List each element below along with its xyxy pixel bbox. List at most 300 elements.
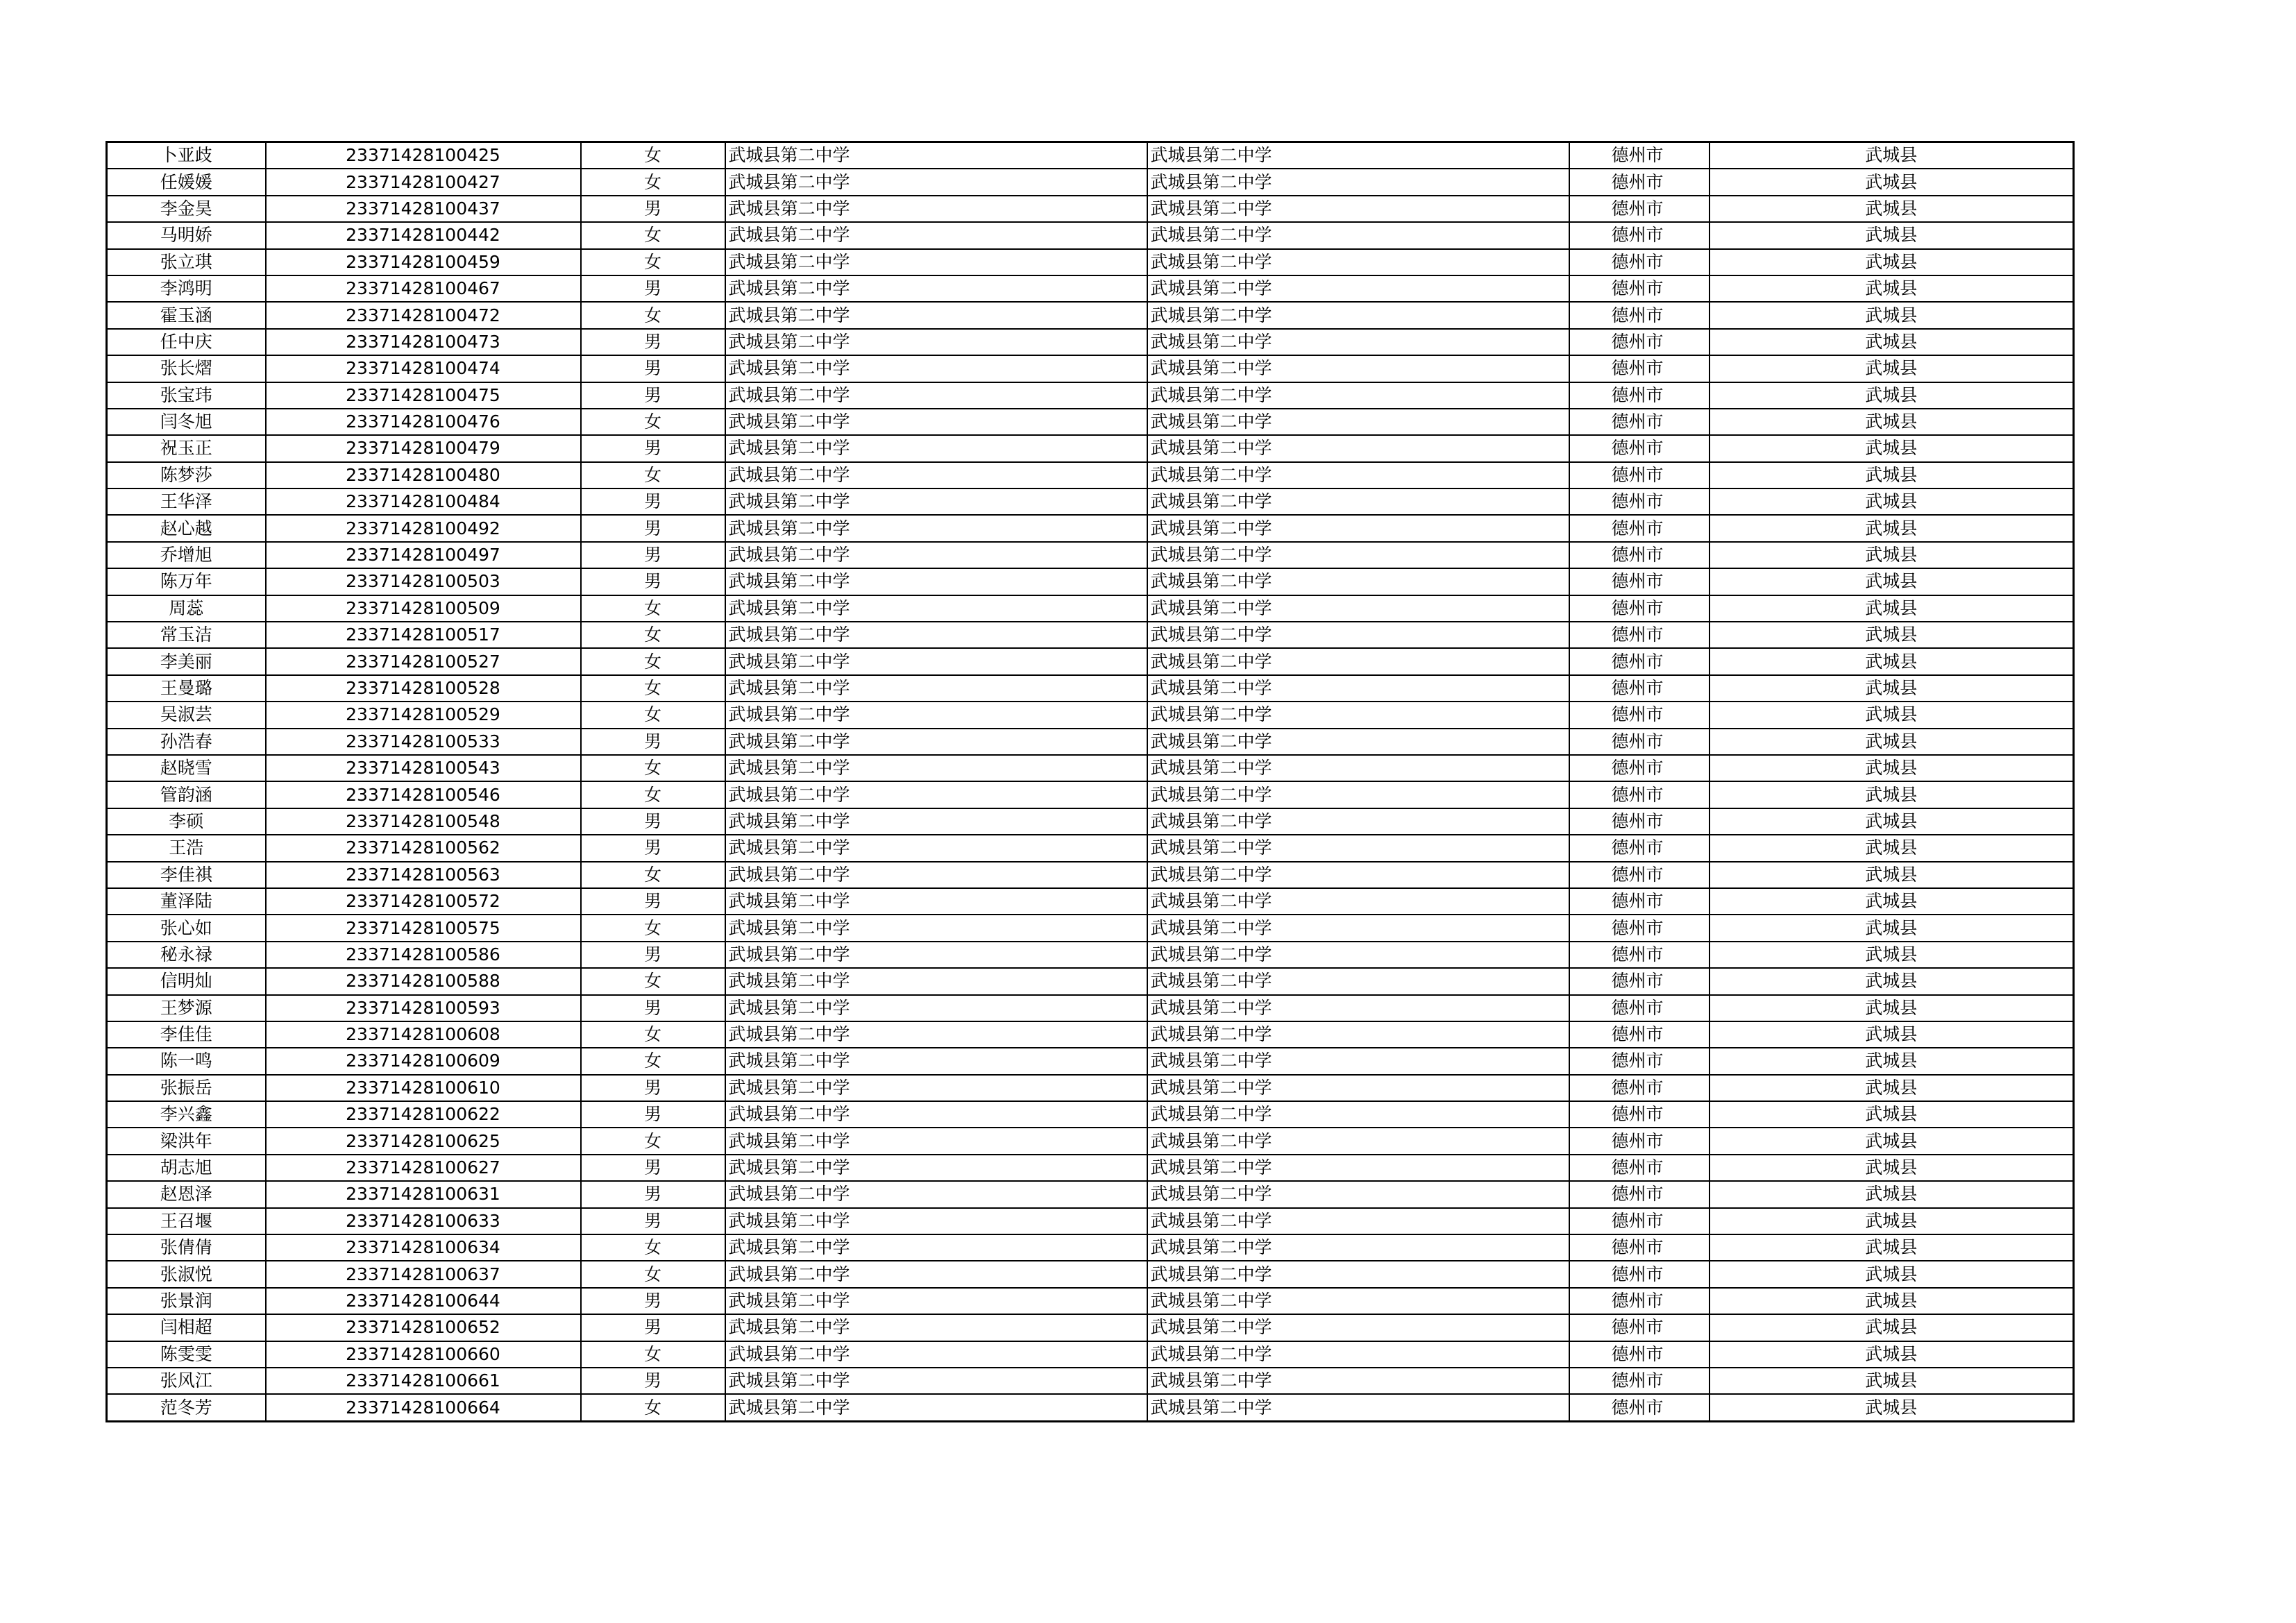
gender-cell: 男	[581, 488, 725, 515]
gender-cell: 女	[581, 1048, 725, 1074]
county-cell: 武城县	[1710, 1075, 2074, 1101]
table-row	[107, 515, 2074, 541]
county-cell: 武城县	[1710, 355, 2074, 382]
school-name-cell: 武城县第二中学	[725, 355, 1147, 382]
student-name-cell: 张立琪	[107, 249, 266, 275]
exam-number-cell: 23371428100608	[266, 1021, 581, 1048]
exam-number-cell: 23371428100660	[266, 1341, 581, 1368]
student-name-cell: 闫冬旭	[107, 409, 266, 435]
admitting-school-cell: 武城县第二中学	[1147, 435, 1569, 461]
exam-number-cell: 23371428100476	[266, 409, 581, 435]
city-cell: 德州市	[1569, 675, 1710, 702]
school-name-cell: 武城县第二中学	[725, 1368, 1147, 1394]
city-cell: 德州市	[1569, 249, 1710, 275]
exam-number-cell: 23371428100562	[266, 835, 581, 861]
exam-number-cell: 23371428100575	[266, 915, 581, 941]
student-name-cell: 梁洪年	[107, 1128, 266, 1154]
student-name-cell: 张倩倩	[107, 1234, 266, 1261]
student-table-container	[105, 141, 2073, 1422]
exam-number-cell: 23371428100442	[266, 222, 581, 248]
city-cell: 德州市	[1569, 1234, 1710, 1261]
school-name-cell: 武城县第二中学	[725, 1341, 1147, 1368]
exam-number-cell: 23371428100572	[266, 888, 581, 915]
county-cell: 武城县	[1710, 382, 2074, 409]
city-cell: 德州市	[1569, 409, 1710, 435]
table-row	[107, 329, 2074, 355]
student-name-cell: 陈雯雯	[107, 1341, 266, 1368]
exam-number-cell: 23371428100497	[266, 542, 581, 568]
city-cell: 德州市	[1569, 169, 1710, 195]
county-cell: 武城县	[1710, 648, 2074, 674]
county-cell: 武城县	[1710, 169, 2074, 195]
school-name-cell: 武城县第二中学	[725, 568, 1147, 595]
county-cell: 武城县	[1710, 1155, 2074, 1181]
gender-cell: 女	[581, 249, 725, 275]
student-name-cell: 周蕊	[107, 595, 266, 622]
table-row	[107, 1208, 2074, 1234]
exam-number-cell: 23371428100637	[266, 1261, 581, 1287]
student-name-cell: 李兴鑫	[107, 1101, 266, 1128]
school-name-cell: 武城县第二中学	[725, 942, 1147, 968]
table-row	[107, 462, 2074, 488]
exam-number-cell: 23371428100588	[266, 968, 581, 994]
gender-cell: 女	[581, 595, 725, 622]
city-cell: 德州市	[1569, 568, 1710, 595]
county-cell: 武城县	[1710, 1234, 2074, 1261]
student-name-cell: 张风江	[107, 1368, 266, 1394]
exam-number-cell: 23371428100622	[266, 1101, 581, 1128]
admitting-school-cell: 武城县第二中学	[1147, 169, 1569, 195]
table-row	[107, 835, 2074, 861]
city-cell: 德州市	[1569, 1208, 1710, 1234]
table-row	[107, 275, 2074, 302]
county-cell: 武城县	[1710, 702, 2074, 728]
table-row	[107, 968, 2074, 994]
gender-cell: 男	[581, 568, 725, 595]
county-cell: 武城县	[1710, 488, 2074, 515]
admitting-school-cell: 武城县第二中学	[1147, 568, 1569, 595]
gender-cell: 男	[581, 515, 725, 541]
county-cell: 武城县	[1710, 755, 2074, 781]
county-cell: 武城县	[1710, 915, 2074, 941]
gender-cell: 女	[581, 675, 725, 702]
exam-number-cell: 23371428100586	[266, 942, 581, 968]
table-row	[107, 702, 2074, 728]
admitting-school-cell: 武城县第二中学	[1147, 995, 1569, 1021]
admitting-school-cell: 武城县第二中学	[1147, 488, 1569, 515]
school-name-cell: 武城县第二中学	[725, 542, 1147, 568]
school-name-cell: 武城县第二中学	[725, 1208, 1147, 1234]
gender-cell: 男	[581, 1181, 725, 1207]
student-name-cell: 董泽陆	[107, 888, 266, 915]
city-cell: 德州市	[1569, 355, 1710, 382]
student-name-cell: 王曼璐	[107, 675, 266, 702]
admitting-school-cell: 武城县第二中学	[1147, 1314, 1569, 1341]
gender-cell: 女	[581, 755, 725, 781]
table-row	[107, 1128, 2074, 1154]
student-name-cell: 祝玉正	[107, 435, 266, 461]
county-cell: 武城县	[1710, 1101, 2074, 1128]
gender-cell: 女	[581, 169, 725, 195]
city-cell: 德州市	[1569, 595, 1710, 622]
school-name-cell: 武城县第二中学	[725, 675, 1147, 702]
school-name-cell: 武城县第二中学	[725, 409, 1147, 435]
school-name-cell: 武城县第二中学	[725, 968, 1147, 994]
county-cell: 武城县	[1710, 568, 2074, 595]
table-row	[107, 355, 2074, 382]
admitting-school-cell: 武城县第二中学	[1147, 355, 1569, 382]
county-cell: 武城县	[1710, 302, 2074, 328]
city-cell: 德州市	[1569, 142, 1710, 169]
gender-cell: 男	[581, 1075, 725, 1101]
admitting-school-cell: 武城县第二中学	[1147, 329, 1569, 355]
student-name-cell: 李佳佳	[107, 1021, 266, 1048]
table-row	[107, 1234, 2074, 1261]
county-cell: 武城县	[1710, 222, 2074, 248]
exam-number-cell: 23371428100634	[266, 1234, 581, 1261]
city-cell: 德州市	[1569, 1128, 1710, 1154]
exam-number-cell: 23371428100479	[266, 435, 581, 461]
gender-cell: 女	[581, 409, 725, 435]
city-cell: 德州市	[1569, 648, 1710, 674]
exam-number-cell: 23371428100492	[266, 515, 581, 541]
student-name-cell: 张淑悦	[107, 1261, 266, 1287]
student-name-cell: 常玉洁	[107, 622, 266, 648]
student-name-cell: 张振岳	[107, 1075, 266, 1101]
city-cell: 德州市	[1569, 222, 1710, 248]
admitting-school-cell: 武城县第二中学	[1147, 968, 1569, 994]
city-cell: 德州市	[1569, 995, 1710, 1021]
table-row	[107, 1021, 2074, 1048]
table-row	[107, 568, 2074, 595]
gender-cell: 男	[581, 329, 725, 355]
table-row	[107, 595, 2074, 622]
student-name-cell: 李美丽	[107, 648, 266, 674]
admitting-school-cell: 武城县第二中学	[1147, 915, 1569, 941]
student-name-cell: 李硕	[107, 808, 266, 835]
city-cell: 德州市	[1569, 1341, 1710, 1368]
gender-cell: 男	[581, 1101, 725, 1128]
exam-number-cell: 23371428100437	[266, 196, 581, 222]
city-cell: 德州市	[1569, 808, 1710, 835]
student-name-cell: 管韵涵	[107, 781, 266, 808]
table-row	[107, 1075, 2074, 1101]
city-cell: 德州市	[1569, 968, 1710, 994]
city-cell: 德州市	[1569, 488, 1710, 515]
city-cell: 德州市	[1569, 1048, 1710, 1074]
student-name-cell: 秘永禄	[107, 942, 266, 968]
admitting-school-cell: 武城县第二中学	[1147, 196, 1569, 222]
gender-cell: 男	[581, 942, 725, 968]
city-cell: 德州市	[1569, 302, 1710, 328]
school-name-cell: 武城县第二中学	[725, 1181, 1147, 1207]
table-row	[107, 1101, 2074, 1128]
gender-cell: 女	[581, 222, 725, 248]
school-name-cell: 武城县第二中学	[725, 862, 1147, 888]
student-name-cell: 王梦源	[107, 995, 266, 1021]
city-cell: 德州市	[1569, 329, 1710, 355]
admitting-school-cell: 武城县第二中学	[1147, 729, 1569, 755]
table-row	[107, 1181, 2074, 1207]
city-cell: 德州市	[1569, 622, 1710, 648]
student-name-cell: 乔增旭	[107, 542, 266, 568]
gender-cell: 男	[581, 1155, 725, 1181]
exam-number-cell: 23371428100509	[266, 595, 581, 622]
school-name-cell: 武城县第二中学	[725, 435, 1147, 461]
county-cell: 武城县	[1710, 1288, 2074, 1314]
school-name-cell: 武城县第二中学	[725, 1021, 1147, 1048]
gender-cell: 女	[581, 702, 725, 728]
table-row	[107, 888, 2074, 915]
exam-number-cell: 23371428100610	[266, 1075, 581, 1101]
gender-cell: 男	[581, 1314, 725, 1341]
student-name-cell: 信明灿	[107, 968, 266, 994]
school-name-cell: 武城县第二中学	[725, 595, 1147, 622]
gender-cell: 女	[581, 1394, 725, 1421]
gender-cell: 女	[581, 968, 725, 994]
city-cell: 德州市	[1569, 781, 1710, 808]
student-name-cell: 赵晓雪	[107, 755, 266, 781]
table-row	[107, 1261, 2074, 1287]
gender-cell: 女	[581, 862, 725, 888]
county-cell: 武城县	[1710, 515, 2074, 541]
gender-cell: 男	[581, 888, 725, 915]
exam-number-cell: 23371428100593	[266, 995, 581, 1021]
county-cell: 武城县	[1710, 409, 2074, 435]
admitting-school-cell: 武城县第二中学	[1147, 382, 1569, 409]
table-row	[107, 435, 2074, 461]
gender-cell: 女	[581, 781, 725, 808]
student-name-cell: 张景润	[107, 1288, 266, 1314]
student-name-cell: 李鸿明	[107, 275, 266, 302]
admitting-school-cell: 武城县第二中学	[1147, 595, 1569, 622]
county-cell: 武城县	[1710, 329, 2074, 355]
admitting-school-cell: 武城县第二中学	[1147, 249, 1569, 275]
admitting-school-cell: 武城县第二中学	[1147, 1181, 1569, 1207]
student-name-cell: 马明娇	[107, 222, 266, 248]
school-name-cell: 武城县第二中学	[725, 888, 1147, 915]
student-name-cell: 张心如	[107, 915, 266, 941]
city-cell: 德州市	[1569, 915, 1710, 941]
admitting-school-cell: 武城县第二中学	[1147, 222, 1569, 248]
city-cell: 德州市	[1569, 862, 1710, 888]
admitting-school-cell: 武城县第二中学	[1147, 755, 1569, 781]
table-row	[107, 755, 2074, 781]
gender-cell: 男	[581, 542, 725, 568]
county-cell: 武城县	[1710, 862, 2074, 888]
student-table	[105, 141, 2075, 1422]
school-name-cell: 武城县第二中学	[725, 781, 1147, 808]
student-name-cell: 赵恩泽	[107, 1181, 266, 1207]
student-name-cell: 张长熠	[107, 355, 266, 382]
city-cell: 德州市	[1569, 1261, 1710, 1287]
student-name-cell: 孙浩春	[107, 729, 266, 755]
county-cell: 武城县	[1710, 595, 2074, 622]
exam-number-cell: 23371428100480	[266, 462, 581, 488]
admitting-school-cell: 武城县第二中学	[1147, 1234, 1569, 1261]
admitting-school-cell: 武城县第二中学	[1147, 835, 1569, 861]
table-row	[107, 409, 2074, 435]
table-row	[107, 249, 2074, 275]
county-cell: 武城县	[1710, 729, 2074, 755]
student-name-cell: 王召堰	[107, 1208, 266, 1234]
county-cell: 武城县	[1710, 142, 2074, 169]
admitting-school-cell: 武城县第二中学	[1147, 302, 1569, 328]
admitting-school-cell: 武城县第二中学	[1147, 1048, 1569, 1074]
student-name-cell: 陈万年	[107, 568, 266, 595]
gender-cell: 女	[581, 142, 725, 169]
table-row	[107, 648, 2074, 674]
table-row	[107, 675, 2074, 702]
school-name-cell: 武城县第二中学	[725, 1261, 1147, 1287]
student-name-cell: 任媛媛	[107, 169, 266, 195]
gender-cell: 男	[581, 1368, 725, 1394]
exam-number-cell: 23371428100517	[266, 622, 581, 648]
table-row	[107, 1288, 2074, 1314]
gender-cell: 女	[581, 462, 725, 488]
exam-number-cell: 23371428100627	[266, 1155, 581, 1181]
county-cell: 武城县	[1710, 835, 2074, 861]
table-row	[107, 1314, 2074, 1341]
gender-cell: 男	[581, 435, 725, 461]
exam-number-cell: 23371428100548	[266, 808, 581, 835]
city-cell: 德州市	[1569, 462, 1710, 488]
city-cell: 德州市	[1569, 835, 1710, 861]
school-name-cell: 武城县第二中学	[725, 835, 1147, 861]
school-name-cell: 武城县第二中学	[725, 915, 1147, 941]
exam-number-cell: 23371428100473	[266, 329, 581, 355]
table-row	[107, 1155, 2074, 1181]
county-cell: 武城县	[1710, 1261, 2074, 1287]
school-name-cell: 武城县第二中学	[725, 382, 1147, 409]
county-cell: 武城县	[1710, 275, 2074, 302]
city-cell: 德州市	[1569, 275, 1710, 302]
admitting-school-cell: 武城县第二中学	[1147, 275, 1569, 302]
city-cell: 德州市	[1569, 702, 1710, 728]
gender-cell: 男	[581, 995, 725, 1021]
county-cell: 武城县	[1710, 1181, 2074, 1207]
county-cell: 武城县	[1710, 249, 2074, 275]
county-cell: 武城县	[1710, 462, 2074, 488]
table-row	[107, 222, 2074, 248]
student-name-cell: 李佳祺	[107, 862, 266, 888]
city-cell: 德州市	[1569, 888, 1710, 915]
student-name-cell: 吴淑芸	[107, 702, 266, 728]
gender-cell: 女	[581, 648, 725, 674]
school-name-cell: 武城县第二中学	[725, 702, 1147, 728]
exam-number-cell: 23371428100631	[266, 1181, 581, 1207]
admitting-school-cell: 武城县第二中学	[1147, 942, 1569, 968]
school-name-cell: 武城县第二中学	[725, 1234, 1147, 1261]
exam-number-cell: 23371428100425	[266, 142, 581, 169]
gender-cell: 女	[581, 1234, 725, 1261]
gender-cell: 男	[581, 196, 725, 222]
county-cell: 武城县	[1710, 675, 2074, 702]
school-name-cell: 武城县第二中学	[725, 275, 1147, 302]
exam-number-cell: 23371428100533	[266, 729, 581, 755]
admitting-school-cell: 武城县第二中学	[1147, 1288, 1569, 1314]
admitting-school-cell: 武城县第二中学	[1147, 808, 1569, 835]
city-cell: 德州市	[1569, 1181, 1710, 1207]
student-name-cell: 王浩	[107, 835, 266, 861]
gender-cell: 男	[581, 355, 725, 382]
county-cell: 武城县	[1710, 1314, 2074, 1341]
county-cell: 武城县	[1710, 995, 2074, 1021]
admitting-school-cell: 武城县第二中学	[1147, 1261, 1569, 1287]
gender-cell: 女	[581, 915, 725, 941]
table-row	[107, 302, 2074, 328]
city-cell: 德州市	[1569, 1288, 1710, 1314]
exam-number-cell: 23371428100543	[266, 755, 581, 781]
student-name-cell: 张宝玮	[107, 382, 266, 409]
gender-cell: 男	[581, 382, 725, 409]
county-cell: 武城县	[1710, 435, 2074, 461]
student-name-cell: 陈一鸣	[107, 1048, 266, 1074]
gender-cell: 女	[581, 1261, 725, 1287]
city-cell: 德州市	[1569, 1075, 1710, 1101]
table-row	[107, 142, 2074, 169]
table-row	[107, 729, 2074, 755]
table-row	[107, 942, 2074, 968]
admitting-school-cell: 武城县第二中学	[1147, 1341, 1569, 1368]
school-name-cell: 武城县第二中学	[725, 196, 1147, 222]
admitting-school-cell: 武城县第二中学	[1147, 1155, 1569, 1181]
exam-number-cell: 23371428100528	[266, 675, 581, 702]
gender-cell: 女	[581, 1341, 725, 1368]
student-name-cell: 范冬芳	[107, 1394, 266, 1421]
city-cell: 德州市	[1569, 435, 1710, 461]
city-cell: 德州市	[1569, 1314, 1710, 1341]
table-row	[107, 1048, 2074, 1074]
gender-cell: 女	[581, 1128, 725, 1154]
exam-number-cell: 23371428100633	[266, 1208, 581, 1234]
school-name-cell: 武城县第二中学	[725, 1101, 1147, 1128]
student-name-cell: 任中庆	[107, 329, 266, 355]
exam-number-cell: 23371428100427	[266, 169, 581, 195]
admitting-school-cell: 武城县第二中学	[1147, 409, 1569, 435]
table-row	[107, 781, 2074, 808]
school-name-cell: 武城县第二中学	[725, 169, 1147, 195]
exam-number-cell: 23371428100475	[266, 382, 581, 409]
school-name-cell: 武城县第二中学	[725, 222, 1147, 248]
gender-cell: 女	[581, 302, 725, 328]
county-cell: 武城县	[1710, 1394, 2074, 1421]
city-cell: 德州市	[1569, 1155, 1710, 1181]
school-name-cell: 武城县第二中学	[725, 755, 1147, 781]
admitting-school-cell: 武城县第二中学	[1147, 648, 1569, 674]
student-name-cell: 赵心越	[107, 515, 266, 541]
school-name-cell: 武城县第二中学	[725, 1394, 1147, 1421]
city-cell: 德州市	[1569, 729, 1710, 755]
city-cell: 德州市	[1569, 1101, 1710, 1128]
city-cell: 德州市	[1569, 1021, 1710, 1048]
exam-number-cell: 23371428100664	[266, 1394, 581, 1421]
school-name-cell: 武城县第二中学	[725, 515, 1147, 541]
city-cell: 德州市	[1569, 382, 1710, 409]
school-name-cell: 武城县第二中学	[725, 488, 1147, 515]
exam-number-cell: 23371428100625	[266, 1128, 581, 1154]
city-cell: 德州市	[1569, 755, 1710, 781]
school-name-cell: 武城县第二中学	[725, 1314, 1147, 1341]
student-name-cell: 李金昊	[107, 196, 266, 222]
exam-number-cell: 23371428100609	[266, 1048, 581, 1074]
admitting-school-cell: 武城县第二中学	[1147, 1101, 1569, 1128]
county-cell: 武城县	[1710, 888, 2074, 915]
table-row	[107, 542, 2074, 568]
exam-number-cell: 23371428100529	[266, 702, 581, 728]
city-cell: 德州市	[1569, 515, 1710, 541]
school-name-cell: 武城县第二中学	[725, 648, 1147, 674]
